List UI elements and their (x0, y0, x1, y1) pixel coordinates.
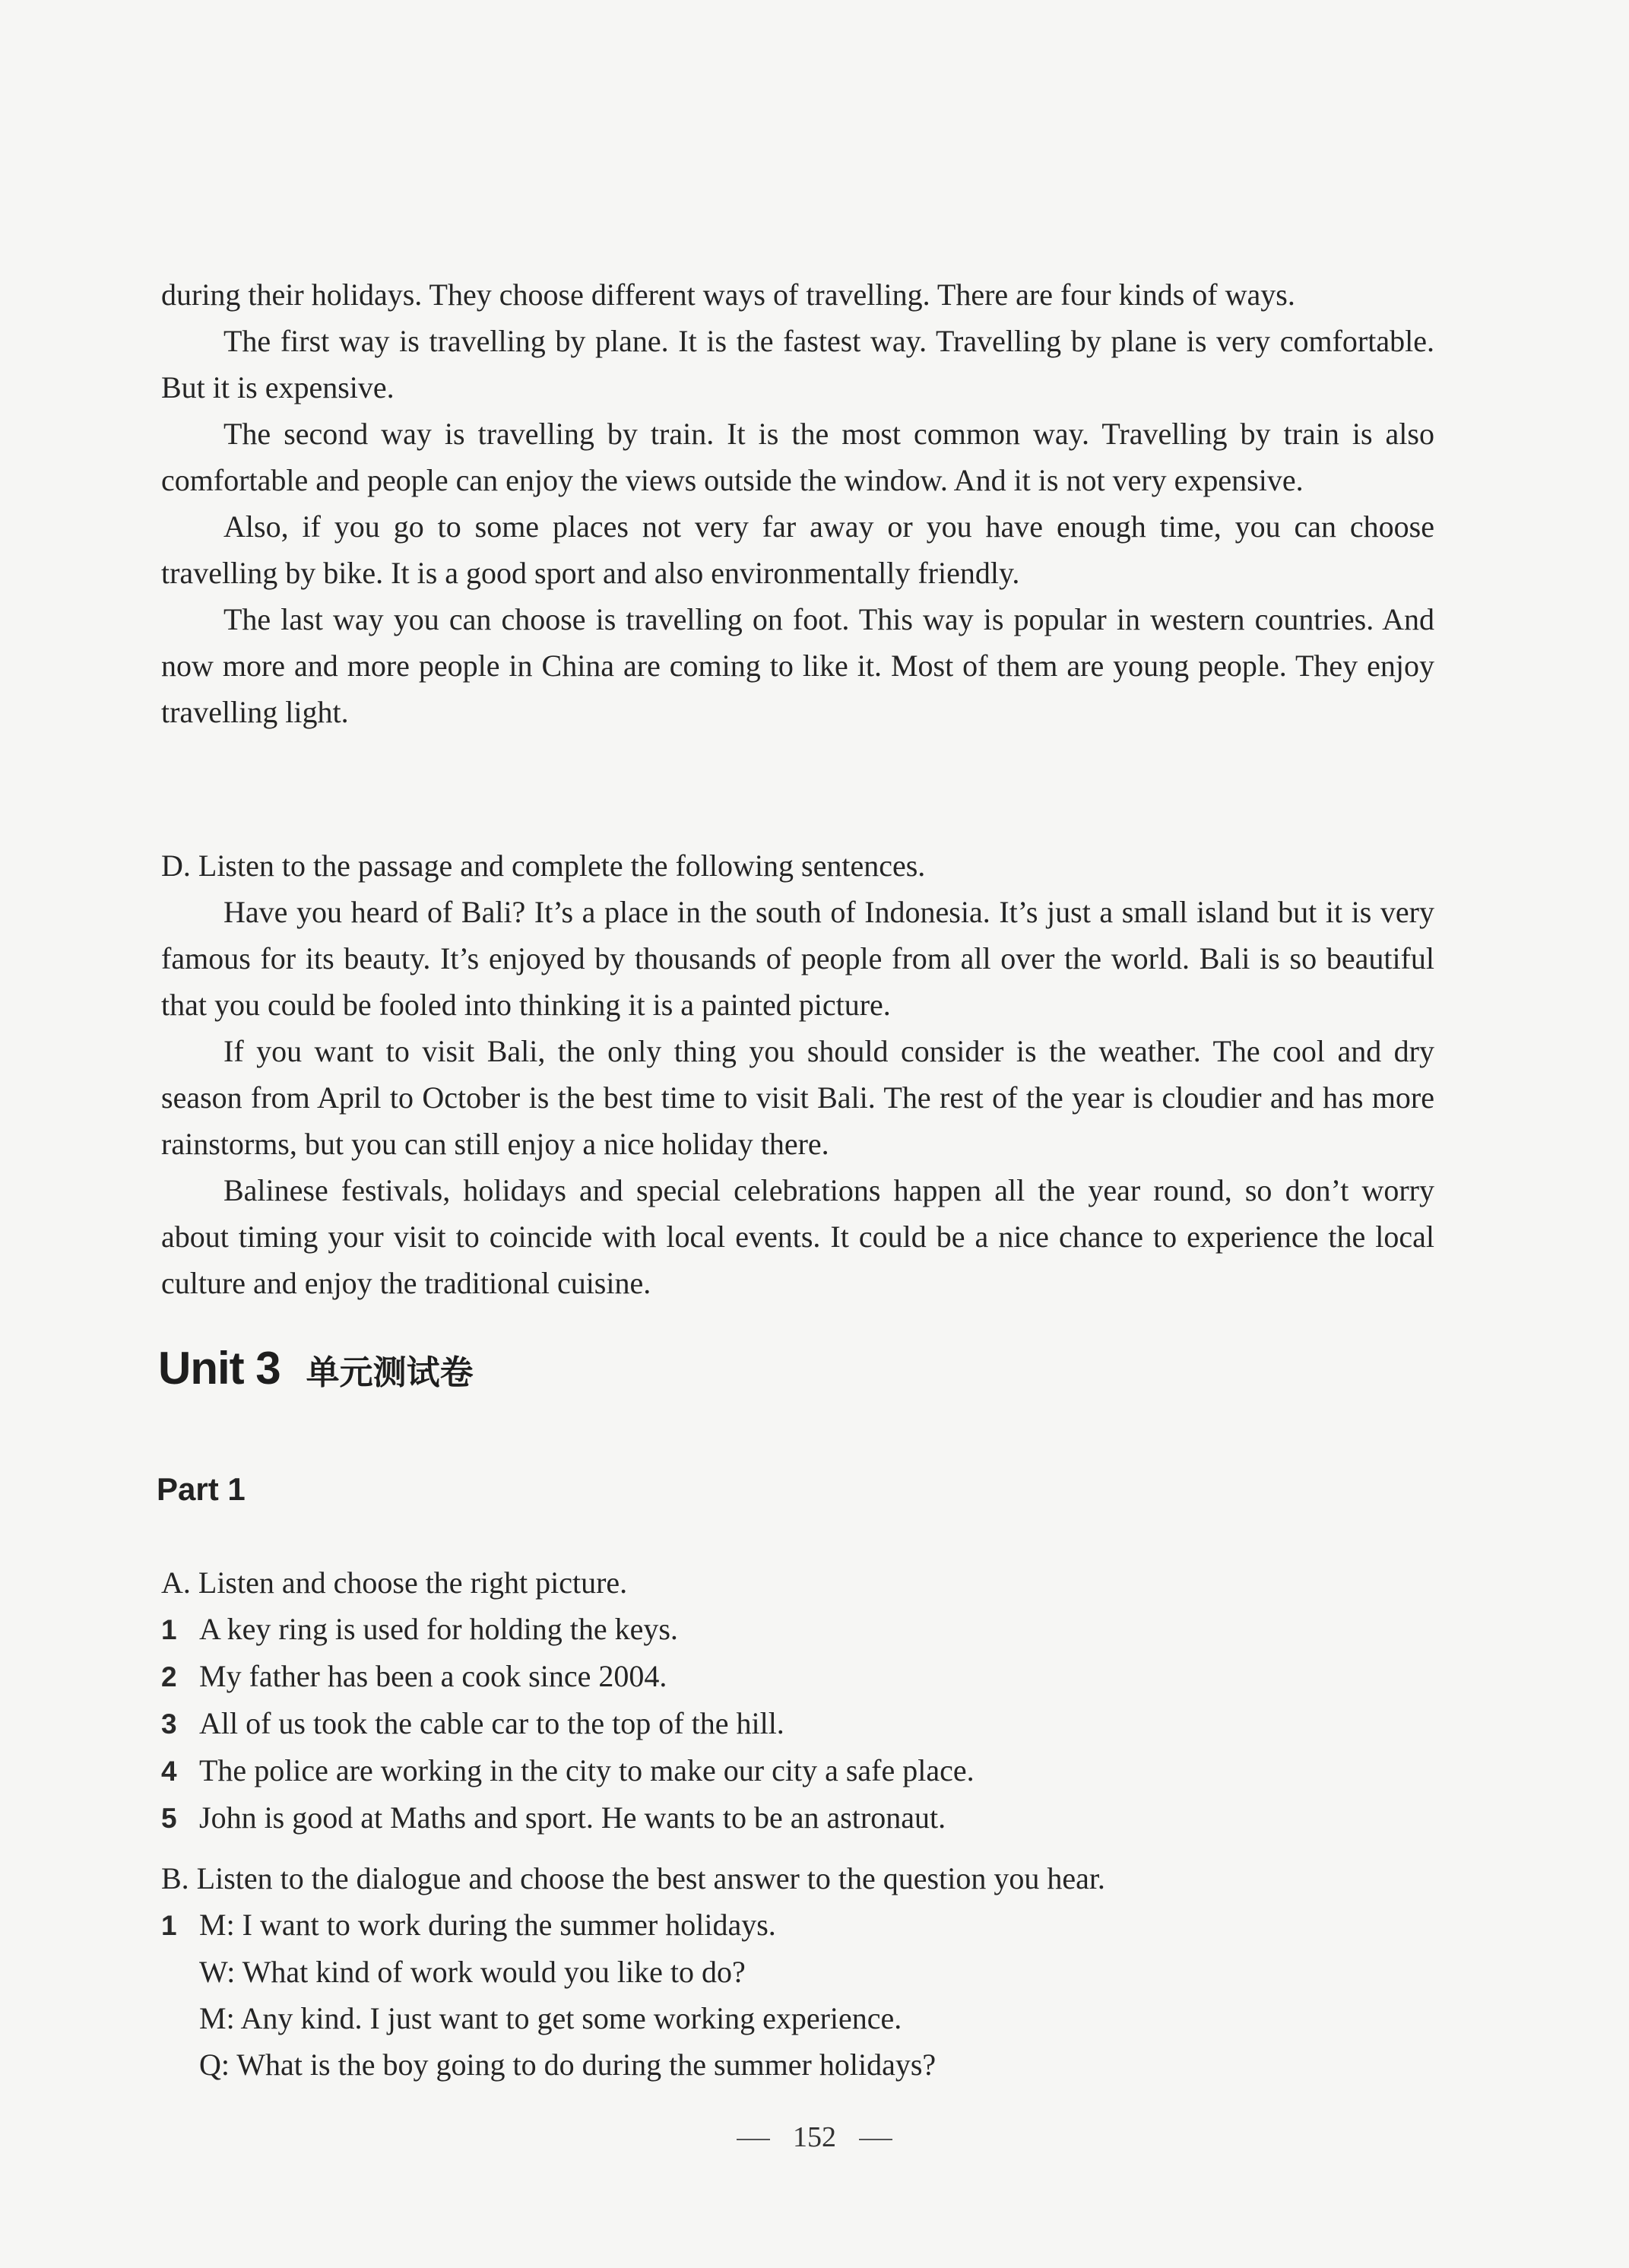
section-a (161, 1559, 1434, 1841)
item-text: My father has been a cook since 2004. (199, 1659, 667, 1693)
list-item (161, 1794, 1434, 1841)
section-a-instruction: A. Listen and choose the right picture. (161, 1565, 628, 1600)
dash-left (737, 2139, 770, 2140)
part-heading: Part 1 (157, 1471, 246, 1507)
item-text: John is good at Maths and sport. He wants to be an astronaut. (199, 1800, 946, 1835)
item-number: 5 (161, 1803, 177, 1834)
bali-paragraph: If you want to visit Bali, the only thing you should consider is the weather. The cool and dry season from April to October is the best time to visit Bali. The rest of the year is cloudier and has more rainstorms, but you can still enjoy a nice holiday there. (161, 1034, 1434, 1161)
item-text: The police are working in the city to make our city a safe place. (199, 1753, 975, 1787)
dialogue-question: Q: What is the boy going to do during the summer holidays? (199, 2048, 937, 2082)
item-text: All of us took the cable car to the top of the hill. (199, 1706, 784, 1740)
item-number: 4 (161, 1756, 177, 1787)
travel-passage (161, 271, 1434, 735)
item-text: A key ring is used for holding the keys. (199, 1612, 678, 1646)
passage-paragraph: Also, if you go to some places not very far away or you have enough time, you can choose travelling by bike. It is a good sport and also environmentally friendly. (161, 509, 1434, 590)
unit-heading (158, 1342, 474, 1410)
list-item (161, 1653, 1434, 1700)
passage-paragraph: The first way is travelling by plane. It is the fastest way. Travelling by plane is very comfortable. But it is expensive. (161, 324, 1434, 404)
dialogue-item (161, 1902, 1434, 1949)
section-d (161, 842, 1434, 1306)
item-number: 1 (161, 1910, 177, 1941)
passage-paragraph: The second way is travelling by train. It is the most common way. Travelling by train is also comfortable and people can enjoy the views outside the window. And it is not very expensive. (161, 417, 1434, 497)
page-number-value: 152 (793, 2121, 836, 2153)
dialogue-line: M: Any kind. I just want to get some working experience. (199, 2001, 902, 2035)
item-number: 3 (161, 1708, 177, 1740)
passage-paragraph: The last way you can choose is travelling on foot. This way is popular in western countries. And now more and more people in China are coming to like it. Most of them are young people. They enjoy travelling light. (161, 602, 1434, 729)
page-number (0, 2121, 1629, 2154)
list-item (161, 1747, 1434, 1794)
item-number: 1 (161, 1614, 177, 1645)
unit-title-en: Unit 3 (158, 1343, 280, 1394)
section-b (161, 1855, 1434, 2088)
unit-title-zh: 单元测试卷 (306, 1353, 474, 1392)
section-b-instruction: B. Listen to the dialogue and choose the best answer to the question you hear. (161, 1861, 1105, 1895)
dash-right (859, 2139, 892, 2140)
bali-paragraph: Balinese festivals, holidays and special celebrations happen all the year round, so don’t worry about timing your visit to coincide with local events. It could be a nice chance to experience the local culture and enjoy the traditional cuisine. (161, 1173, 1434, 1300)
section-d-instruction: D. Listen to the passage and complete the following sentences. (161, 849, 926, 883)
dialogue-line: W: What kind of work would you like to do? (199, 1955, 746, 1989)
bali-paragraph: Have you heard of Bali? It’s a place in the south of Indonesia. It’s just a small island but it is very famous for its beauty. It’s enjoyed by thousands of people from all over the world. Bali is so beautiful that you could be fooled into thinking it is a painted picture. (161, 895, 1434, 1022)
dialogue-line: M: I want to work during the summer holidays. (199, 1908, 776, 1942)
passage-paragraph: during their holidays. They choose different ways of travelling. There are four kinds of ways. (161, 278, 1295, 312)
list-item (161, 1700, 1434, 1747)
list-item (161, 1606, 1434, 1653)
item-number: 2 (161, 1661, 177, 1692)
